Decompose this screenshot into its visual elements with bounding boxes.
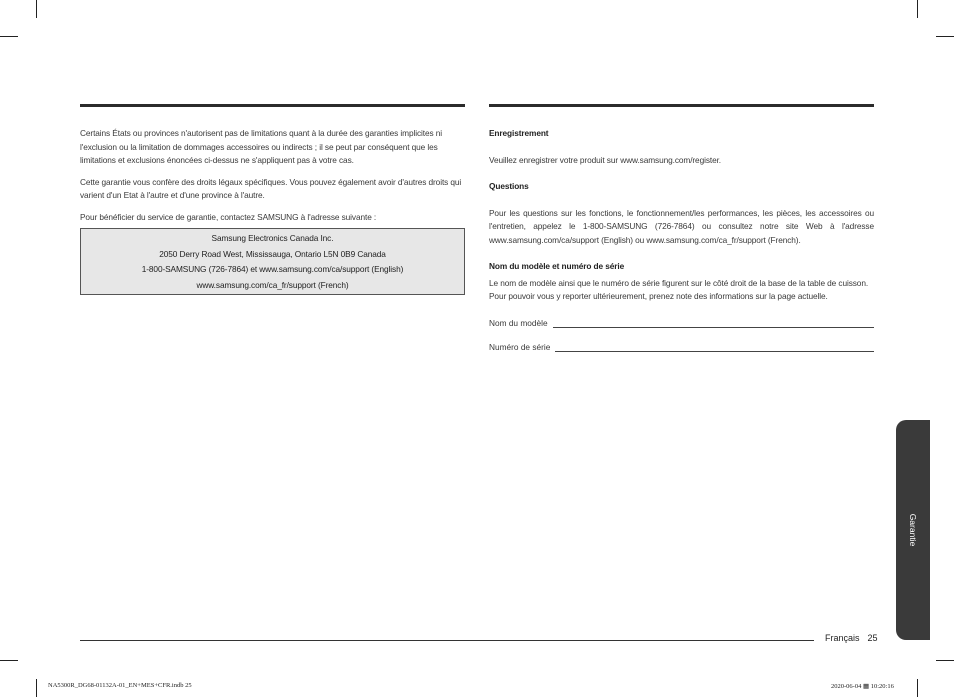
model-heading: Nom du modèle et numéro de série (489, 261, 625, 271)
right-column (489, 104, 874, 352)
serial-number-label: Numéro de série (489, 341, 551, 352)
address-line: www.samsung.com/ca_fr/support (French) (196, 279, 349, 290)
questions-heading: Questions (489, 181, 529, 191)
registration-heading: Enregistrement (489, 128, 549, 138)
model-name-label: Nom du modèle (489, 317, 548, 328)
address-box (80, 228, 465, 295)
crop-mark (936, 36, 954, 37)
crop-mark (0, 36, 18, 37)
service-paragraph: Pour bénéficier du service de garantie, contactez SAMSUNG à l'adresse suivante : (80, 211, 377, 222)
model-name-field (489, 312, 874, 328)
print-slug-timestamp: 2020-06-04 ▦ 10:20:16 (831, 683, 894, 690)
left-column (80, 104, 465, 295)
model-text: Le nom de modèle ainsi que le numéro de série figurent sur le côté droit de la base de la table de cuisson. Pour pouvoir vous y reporter ultérieurement, prenez note des informations sur la page actuelle. (489, 277, 869, 301)
questions-text: Pour les questions sur les fonctions, le fonctionnement/les performances, les pièces, les accessoires ou l'entretien, appelez le 1-800-SAMSUNG (726-7864) ou consultez notre site Web à l'adresse www.samsung.com/ca/support (English) ou www.samsung.com/ca_fr/support (French). (489, 207, 874, 245)
crop-mark (917, 679, 918, 697)
section-side-tab (896, 420, 930, 640)
crop-mark (36, 679, 37, 697)
limitations-paragraph: Certains États ou provinces n'autorisent pas de limitations quant à la durée des garanties implicites ni l'exclusion ou la limitation de dommages accessoires ou indirects ; il se peut par conséquent que les limitations et exclusions énoncées ci-dessus ne s'appliquent pas à votre cas. (80, 128, 442, 165)
print-slug-file: NA5300R_DG68-01132A-01_EN+MES+CFR.indb 25 (48, 682, 192, 689)
serial-number-field (489, 336, 874, 352)
rights-paragraph: Cette garantie vous confère des droits légaux spécifiques. Vous pouvez également avoir d'autres droits qui varient d'un Etat à l'autre et d'une province à l'autre. (80, 176, 462, 200)
crop-mark (36, 0, 37, 18)
address-line: 2050 Derry Road West, Mississauga, Ontario L5N 0B9 Canada (159, 248, 386, 259)
crop-mark (917, 0, 918, 18)
footer-language: Français (825, 633, 860, 643)
address-line: 1-800-SAMSUNG (726-7864) et www.samsung.com/ca/support (English) (141, 264, 404, 274)
registration-text: Veuillez enregistrer votre produit sur www.samsung.com/register. (489, 154, 722, 165)
page-number: 25 (867, 633, 878, 643)
footer-rule (80, 640, 814, 641)
page-footer (825, 633, 878, 643)
crop-mark (0, 660, 18, 661)
side-tab-label: Garantie (908, 513, 918, 547)
section-rule (489, 104, 874, 107)
serial-number-line (555, 339, 874, 352)
crop-mark (936, 660, 954, 661)
model-name-line (553, 315, 874, 328)
address-line: Samsung Electronics Canada Inc. (211, 233, 334, 243)
section-rule (80, 104, 465, 107)
